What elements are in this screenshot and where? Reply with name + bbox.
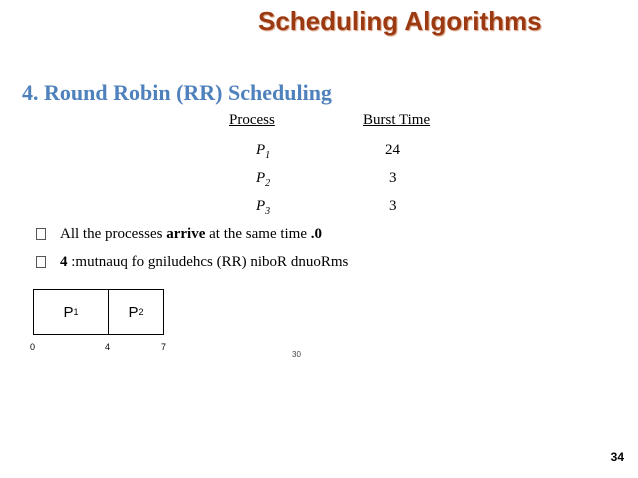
burst-cell-p2: 3 <box>389 170 397 186</box>
section-heading: 4. Round Robin (RR) Scheduling <box>22 80 332 105</box>
process-cell-p2: $P_2$ <box>256 170 271 189</box>
gantt-block-p2: P 2 <box>128 303 144 321</box>
gantt-block-p1: P 1 <box>34 290 109 334</box>
gantt-chart <box>33 289 164 335</box>
burst-time-column-header: Burst Time <box>363 112 431 128</box>
bullet-arrival: All the processes arrive at the same time .0 <box>36 226 322 243</box>
gantt-tick-0: 0 <box>30 342 36 352</box>
bullet-box-icon <box>36 228 46 240</box>
process-cell-p1: $P_1$ <box>256 142 271 161</box>
process-cell-p3: $P_3$ <box>256 198 271 217</box>
burst-cell-p3: 3 <box>389 198 397 214</box>
gantt-tick-4: 4 <box>105 342 111 352</box>
process-column-header: Process <box>229 112 275 128</box>
slide-title: Scheduling Algorithms <box>258 6 542 36</box>
page-number: 34 <box>610 450 624 464</box>
bullet-box-icon <box>36 256 46 268</box>
burst-cell-p1: 24 <box>385 142 400 158</box>
gantt-tick-7: 7 <box>161 342 167 352</box>
stray-label: 30 <box>292 350 301 359</box>
bullet-quantum: 4 :mutnauq fo gniludehcs (RR) niboR dnuoRms <box>36 254 348 271</box>
